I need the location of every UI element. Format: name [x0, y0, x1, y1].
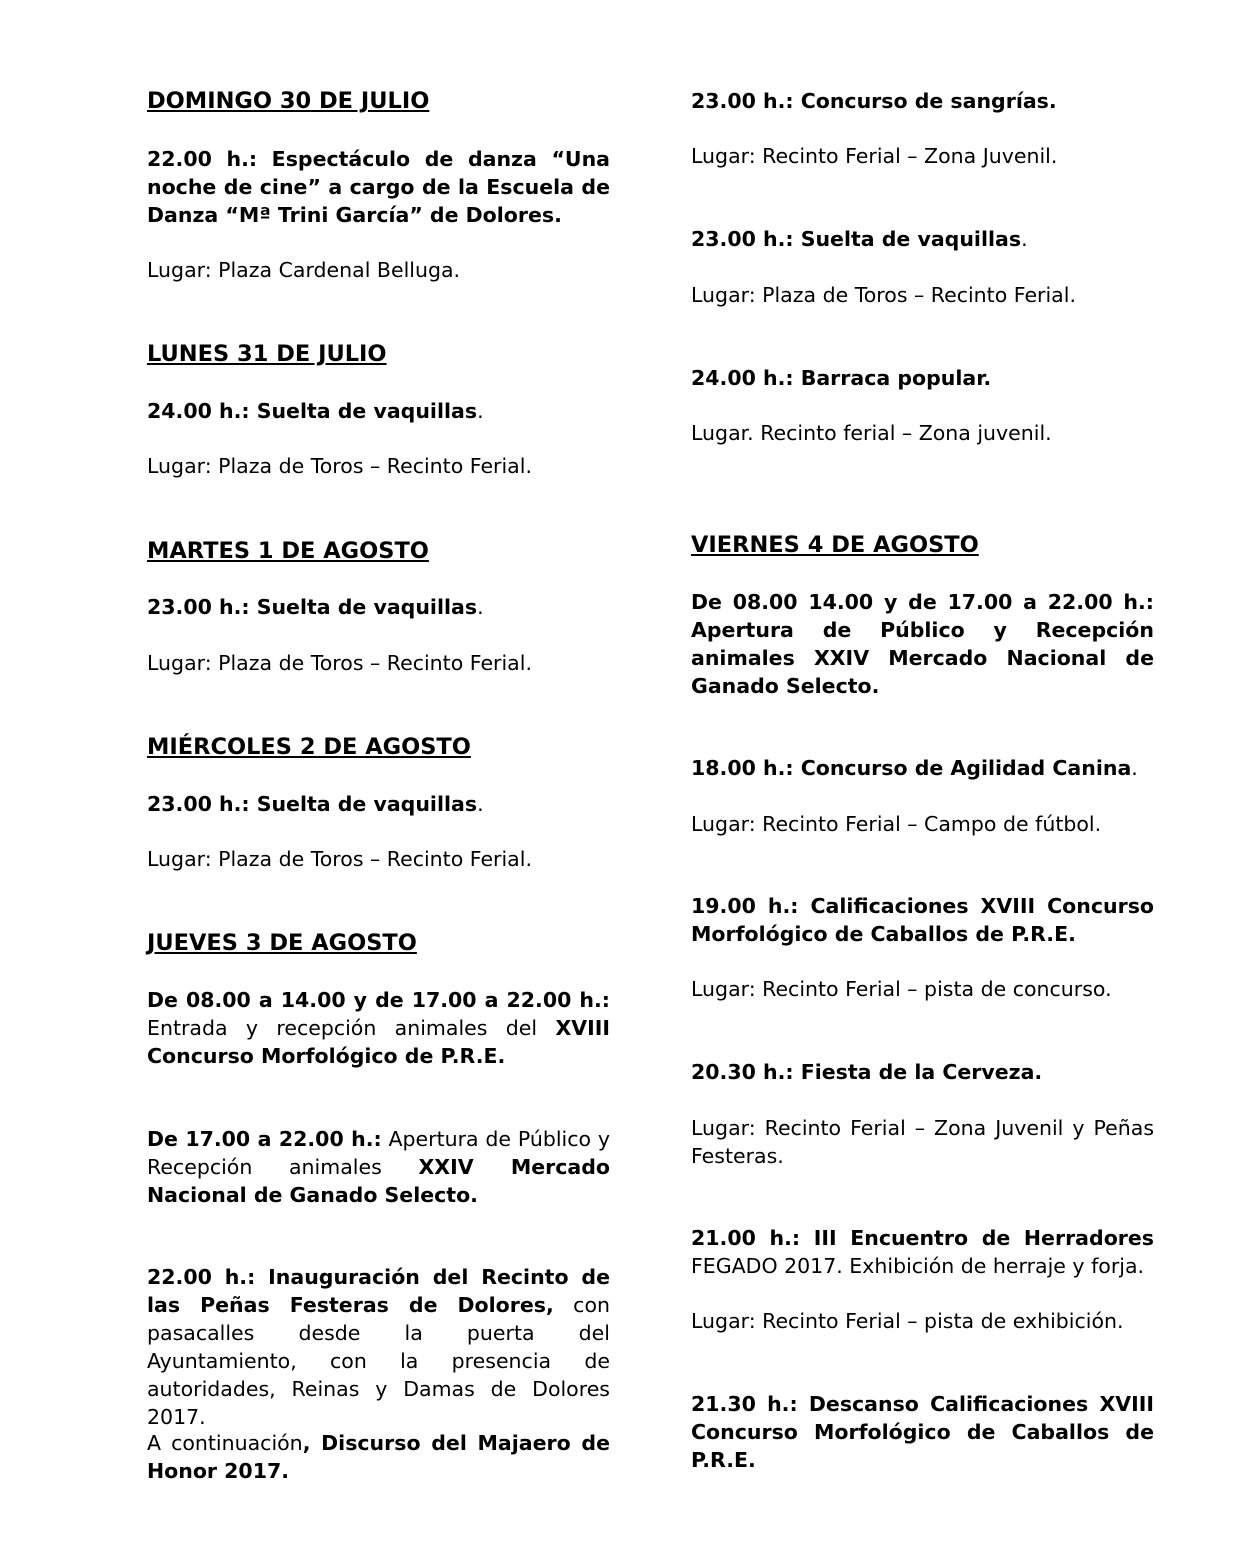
day-heading-martes: MARTES 1 DE AGOSTO	[147, 538, 429, 564]
event-jueves-discurso-intro: A continuación	[147, 1431, 303, 1455]
event-danza	[147, 145, 610, 229]
event-calificaciones	[691, 892, 1154, 948]
event-viernes-apertura-text: De 08.00 14.00 y de 17.00 a 22.00 h.: Apertura de Público y Recepción animales XXIV Mercado Nacional de Ganado Selecto.	[691, 590, 1154, 698]
event-herradores	[691, 1224, 1154, 1280]
event-barraca-text: 24.00 h.: Barraca popular.	[691, 366, 992, 390]
event-agilidad-text: 18.00 h.: Concurso de Agilidad Canina	[691, 756, 1132, 780]
event-martes-end: .	[477, 595, 484, 619]
event-herradores-text: FEGADO 2017. Exhibición de herraje y forja.	[691, 1254, 1145, 1278]
place-barraca: Lugar. Recinto ferial – Zona juvenil.	[691, 421, 1052, 445]
place-herradores: Lugar: Recinto Ferial – pista de exhibición.	[691, 1309, 1124, 1333]
event-jueves-apertura	[147, 1125, 610, 1209]
event-barraca	[691, 364, 1154, 392]
event-lunes	[147, 397, 610, 425]
event-viernes-apertura	[691, 588, 1154, 700]
event-descanso	[691, 1390, 1154, 1474]
event-danza-text: 22.00 h.: Espectáculo de danza “Una noche de cine” a cargo de la Escuela de Danza “Mª Trini García” de Dolores.	[147, 147, 610, 227]
event-martes	[147, 593, 610, 621]
place-agilidad: Lugar: Recinto Ferial – Campo de fútbol.	[691, 812, 1102, 836]
place-martes: Lugar: Plaza de Toros – Recinto Ferial.	[147, 651, 532, 675]
place-sangrias: Lugar: Recinto Ferial – Zona Juvenil.	[691, 144, 1058, 168]
event-miercoles	[147, 790, 610, 818]
place-calificaciones: Lugar: Recinto Ferial – pista de concurso.	[691, 977, 1112, 1001]
place-lunes: Lugar: Plaza de Toros – Recinto Ferial.	[147, 454, 532, 478]
event-jueves-inauguracion-text: con pasacalles desde la puerta del Ayuntamiento, con la presencia de autoridades, Reinas y Damas de Dolores 2017.	[147, 1293, 610, 1429]
event-jueves-apertura-time: De 17.00 a 22.00 h.:	[147, 1127, 382, 1151]
event-jueves-discurso-title: , Discurso del Majaero de Honor 2017.	[147, 1431, 610, 1483]
event-jueves-discurso	[147, 1429, 610, 1485]
event-sangrias-text: 23.00 h.: Concurso de sangrías.	[691, 89, 1057, 113]
event-vaquillas-jueves-text: 23.00 h.: Suelta de vaquillas	[691, 227, 1022, 251]
place-vaquillas-jueves: Lugar: Plaza de Toros – Recinto Ferial.	[691, 283, 1076, 307]
event-jueves-inauguracion	[147, 1263, 610, 1431]
event-cerveza-text: 20.30 h.: Fiesta de la Cerveza.	[691, 1060, 1043, 1084]
event-calificaciones-text: 19.00 h.: Calificaciones XVIII Concurso Morfológico de Caballos de P.R.E.	[691, 894, 1154, 946]
day-heading-lunes: LUNES 31 DE JULIO	[147, 341, 387, 367]
place-miercoles: Lugar: Plaza de Toros – Recinto Ferial.	[147, 847, 532, 871]
event-jueves-inauguracion-title: 22.00 h.: Inauguración del Recinto de las Peñas Festeras de Dolores,	[147, 1265, 610, 1317]
event-herradores-title: 21.00 h.: III Encuentro de Herradores	[691, 1226, 1154, 1250]
event-jueves-entrada-title: XVIII Concurso Morfológico de P.R.E.	[147, 1016, 610, 1068]
event-martes-text: 23.00 h.: Suelta de vaquillas	[147, 595, 478, 619]
event-agilidad-end: .	[1131, 756, 1138, 780]
event-jueves-apertura-text: Apertura de Público y Recepción animales	[147, 1127, 610, 1179]
day-heading-domingo: DOMINGO 30 DE JULIO	[147, 88, 430, 114]
event-lunes-end: .	[477, 399, 484, 423]
event-lunes-text: 24.00 h.: Suelta de vaquillas	[147, 399, 478, 423]
event-agilidad	[691, 754, 1154, 782]
event-vaquillas-jueves-end: .	[1021, 227, 1028, 251]
place-cerveza: Lugar: Recinto Ferial – Zona Juvenil y Peñas Festeras.	[691, 1116, 1154, 1168]
event-cerveza	[691, 1058, 1154, 1086]
event-jueves-apertura-title: XXIV Mercado Nacional de Ganado Selecto.	[147, 1155, 611, 1207]
event-jueves-entrada-text: Entrada y recepción animales del	[147, 1016, 556, 1040]
place-domingo: Lugar: Plaza Cardenal Belluga.	[147, 258, 461, 282]
event-sangrias	[691, 87, 1154, 115]
day-heading-viernes: VIERNES 4 DE AGOSTO	[691, 532, 979, 558]
event-jueves-entrada	[147, 986, 610, 1070]
event-descanso-text: 21.30 h.: Descanso Calificaciones XVIII Concurso Morfológico de Caballos de P.R.E.	[691, 1392, 1154, 1472]
event-vaquillas-jueves	[691, 225, 1154, 253]
event-jueves-entrada-time: De 08.00 a 14.00 y de 17.00 a 22.00 h.:	[147, 988, 610, 1012]
day-heading-miercoles: MIÉRCOLES 2 DE AGOSTO	[147, 734, 471, 760]
day-heading-jueves: JUEVES 3 DE AGOSTO	[147, 930, 417, 956]
event-miercoles-end: .	[477, 792, 484, 816]
event-miercoles-text: 23.00 h.: Suelta de vaquillas	[147, 792, 478, 816]
